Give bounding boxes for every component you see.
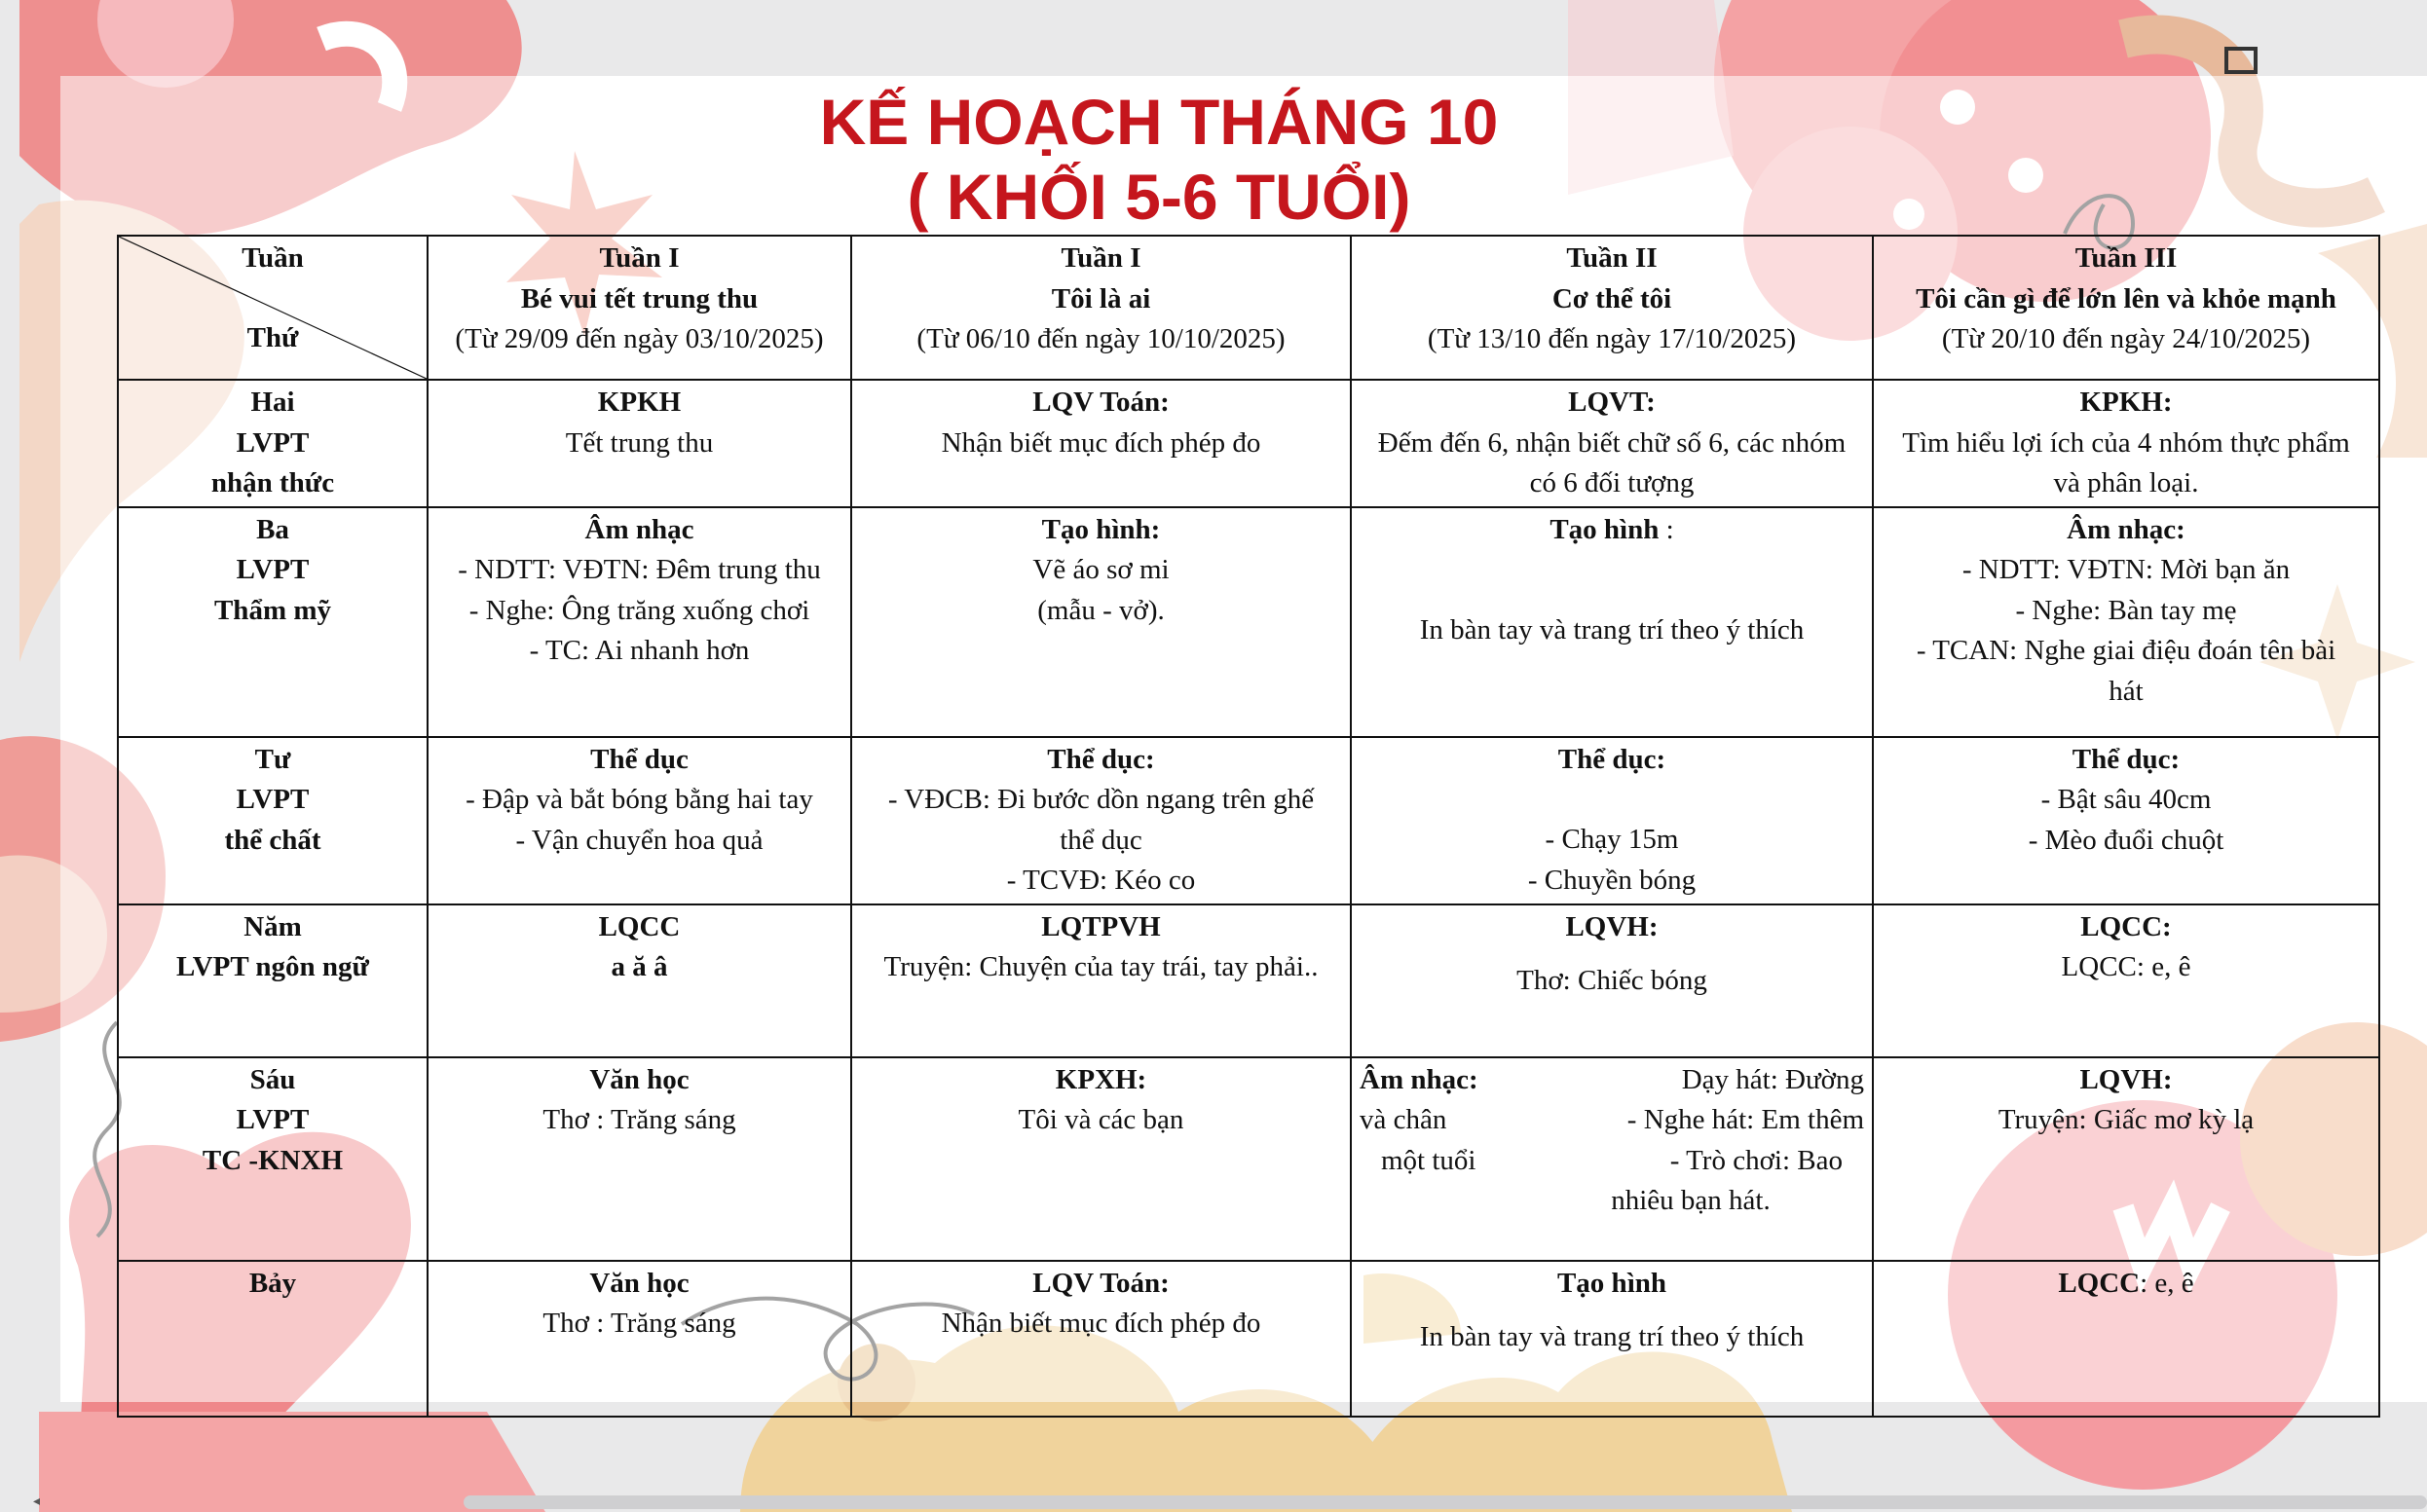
week-label: Tuần III [2074,242,2178,274]
activity-line: In bàn tay và trang trí theo ý thích [1419,614,1805,645]
activity-cell [1873,380,2379,507]
activity-line-row [1360,1100,1864,1141]
activity-title: Tạo hình [1556,1267,1667,1299]
activity-cell [1873,737,2379,904]
activity-line: - Vận chuyển hoa quả [515,824,764,856]
day-area: LVPT [236,426,310,459]
activity-line: Dạy hát: Đường [1681,1063,1864,1095]
activity-title: KPXH: [1055,1063,1147,1095]
activity-line: - NDTT: VĐTN: Mời bạn ăn [1961,554,2291,585]
activity-title: Văn học [589,1267,690,1299]
activity-line: - TCVĐ: Kéo co [1006,865,1196,896]
week-header-1 [428,236,851,380]
activity-title: Âm nhạc: [2067,513,2185,545]
activity-line: - Bật sâu 40cm [2040,784,2212,815]
activity-line: và phân loại. [2053,467,2199,498]
activity-title: LQVH: [2079,1063,2173,1095]
activity-line: Truyện: Giấc mơ kỳ lạ [1998,1104,2255,1135]
activity-title: LQTPVH [1041,910,1161,942]
activity-title: Âm nhạc [584,513,694,545]
activity-line-row [1360,1060,1864,1101]
activity-line: - TCAN: Nghe giai điệu đoán tên bài [1916,635,2336,666]
activity-cell [1351,380,1873,507]
activity-line: - Đập và bắt bóng bằng hai tay [466,784,813,815]
activity-line-row [1360,1141,1864,1182]
day-cell-saturday [118,1261,428,1417]
monthly-plan-table [117,235,2380,1418]
activity-line: Thơ : Trăng sáng [542,1308,736,1339]
week-theme: Cơ thể tôi [1551,282,1672,314]
activity-cell [428,507,851,737]
week-label: Tuần I [599,242,680,274]
week-header-4 [1873,236,2379,380]
table-row-wednesday [118,737,2379,904]
week-label: Tuần I [1061,242,1141,274]
activity-cell [851,737,1351,904]
day-name: Tư [254,743,291,775]
activity-title: LQCC [2058,1267,2141,1299]
activity-title: LQCC: [2080,910,2172,942]
activity-title: KPKH: [2079,387,2173,418]
activity-line: - NDTT: VĐTN: Đêm trung thu [458,554,821,585]
activity-line: a ă â [611,951,668,982]
activity-cell [428,904,851,1057]
activity-cell [428,737,851,904]
activity-line: - Nghe: Ông trăng xuống chơi [468,594,810,626]
day-area: LVPT [236,554,310,585]
week-header-2 [851,236,1351,380]
activity-cell [851,380,1351,507]
day-name: Hai [250,387,295,418]
table-header-row [118,236,2379,380]
page-title: KẾ HOẠCH THÁNG 10 [819,86,1499,158]
week-label: Tuần II [1566,242,1658,274]
activity-line: một tuổi [1381,1144,1476,1176]
week-header-3 [1351,236,1873,380]
activity-line: Vẽ áo sơ mi [1032,554,1170,585]
table-row-thursday [118,904,2379,1057]
corner-label-day: Thứ [246,322,299,353]
activity-title-line [1360,510,1864,551]
activity-cell [1873,1261,2379,1417]
week-dates: (Từ 29/09 đến ngày 03/10/2025) [455,323,824,354]
horizontal-scrollbar[interactable] [464,1495,2427,1509]
activity-cell [1873,1057,2379,1261]
activity-cell [1351,507,1873,737]
week-theme: Tôi cần gì để lớn lên và khỏe mạnh [1916,282,2336,314]
activity-cell [851,1261,1351,1417]
day-area: Thẩm mỹ [213,594,332,626]
corner-header-cell [118,236,428,380]
activity-title: Thể dục: [2072,743,2181,775]
activity-line: Nhận biết mục đích phép đo [941,1308,1261,1339]
week-theme: Bé vui tết trung thu [520,282,759,314]
activity-title-suffix: : [1659,513,1674,545]
activity-line: - Mèo đuổi chuột [2028,824,2224,856]
activity-line: Đếm đến 6, nhận biết chữ số 6, các nhóm [1377,426,1847,459]
page-subtitle: ( KHỐI 5-6 TUỔI) [907,161,1411,233]
activity-line: và chân [1360,1104,1447,1135]
week-dates: (Từ 06/10 đến ngày 10/10/2025) [916,323,1286,354]
activity-line: - Trò chơi: Bao [1669,1144,1843,1176]
day-cell-tuesday [118,507,428,737]
activity-title: Tạo hình: [1041,513,1161,545]
activity-title: Thể dục [590,743,689,775]
corner-label-week: Tuần [242,242,304,274]
activity-line: (mẫu - vở). [1037,594,1165,626]
day-cell-friday [118,1057,428,1261]
activity-cell [1351,904,1873,1057]
activity-cell [1873,507,2379,737]
table-row-saturday [118,1261,2379,1417]
activity-cell [428,1057,851,1261]
day-name: Sáu [249,1063,296,1095]
activity-line: - TC: Ai nhanh hơn [529,635,750,666]
activity-cell [428,1261,851,1417]
activity-title: Thể dục: [1557,743,1666,775]
activity-cell [851,1057,1351,1261]
activity-line: thể dục [1060,824,1142,856]
activity-title: LQVT: [1568,387,1656,418]
activity-line: - Nghe hát: Em thêm [1626,1104,1864,1135]
activity-line: Nhận biết mục đích phép đo [941,426,1261,459]
day-area: TC -KNXH [202,1144,344,1176]
activity-title: LQV Toán: [1032,387,1170,418]
week-theme: Tôi là ai [1051,282,1151,314]
day-name: Ba [256,513,289,545]
scroll-left-arrow-icon[interactable]: ◂ [33,1494,41,1509]
activity-title: Âm nhạc: [1360,1063,1478,1095]
activity-title: LQV Toán: [1032,1267,1170,1299]
spacer [1360,780,1864,820]
activity-line: hát [2109,675,2144,707]
activity-cell [851,904,1351,1057]
activity-title: Thể dục: [1047,743,1155,775]
table-row-tuesday [118,507,2379,737]
day-cell-thursday [118,904,428,1057]
activity-title-suffix: : e, ê [2140,1267,2194,1299]
activity-title: LQVH: [1565,910,1659,942]
day-cell-wednesday [118,737,428,904]
activity-line: Tôi và các bạn [1018,1104,1184,1135]
activity-title: Văn học [589,1063,690,1095]
activity-line: Truyện: Chuyện của tay trái, tay phải.. [883,951,1319,982]
activity-line: - VĐCB: Đi bước dồn ngang trên ghế [887,784,1315,815]
activity-line: có 6 đối tượng [1529,467,1695,498]
day-area: LVPT [236,784,310,815]
activity-cell [428,380,851,507]
day-area: thể chất [224,824,321,856]
activity-line: Tết trung thu [565,426,714,459]
activity-cell [1351,737,1873,904]
activity-line: LQCC: e, ê [2061,951,2191,982]
activity-line: Thơ: Chiếc bóng [1516,965,1707,996]
activity-title-line [1882,1264,2371,1305]
activity-line: - Nghe: Bàn tay mẹ [2015,594,2237,626]
week-dates: (Từ 13/10 đến ngày 17/10/2025) [1427,323,1797,354]
day-area: LVPT [236,1104,310,1135]
activity-title: Tạo hình [1550,513,1660,545]
activity-line: In bàn tay và trang trí theo ý thích [1419,1321,1805,1352]
activity-cell [1351,1057,1873,1261]
activity-line: - Chạy 15m [1545,824,1679,855]
day-area: LVPT ngôn ngữ [176,951,369,982]
activity-title: KPKH [597,387,682,418]
activity-cell [851,507,1351,737]
activity-line: - Chuyền bóng [1527,864,1697,896]
activity-line: Thơ : Trăng sáng [542,1104,736,1135]
activity-title: LQCC [598,910,681,942]
table-row-friday [118,1057,2379,1261]
activity-cell [1351,1261,1873,1417]
activity-cell [1873,904,2379,1057]
activity-line: Tìm hiểu lợi ích của 4 nhóm thực phẩm [1902,426,2350,459]
spacer [1360,550,1864,610]
activity-line: nhiêu bạn hát. [1611,1185,1771,1216]
day-name: Năm [243,910,302,942]
table-row-monday [118,380,2379,507]
day-cell-monday [118,380,428,507]
day-name: Bảy [248,1267,297,1299]
week-dates: (Từ 20/10 đến ngày 24/10/2025) [1941,323,2311,354]
day-area: nhận thức [210,467,335,498]
